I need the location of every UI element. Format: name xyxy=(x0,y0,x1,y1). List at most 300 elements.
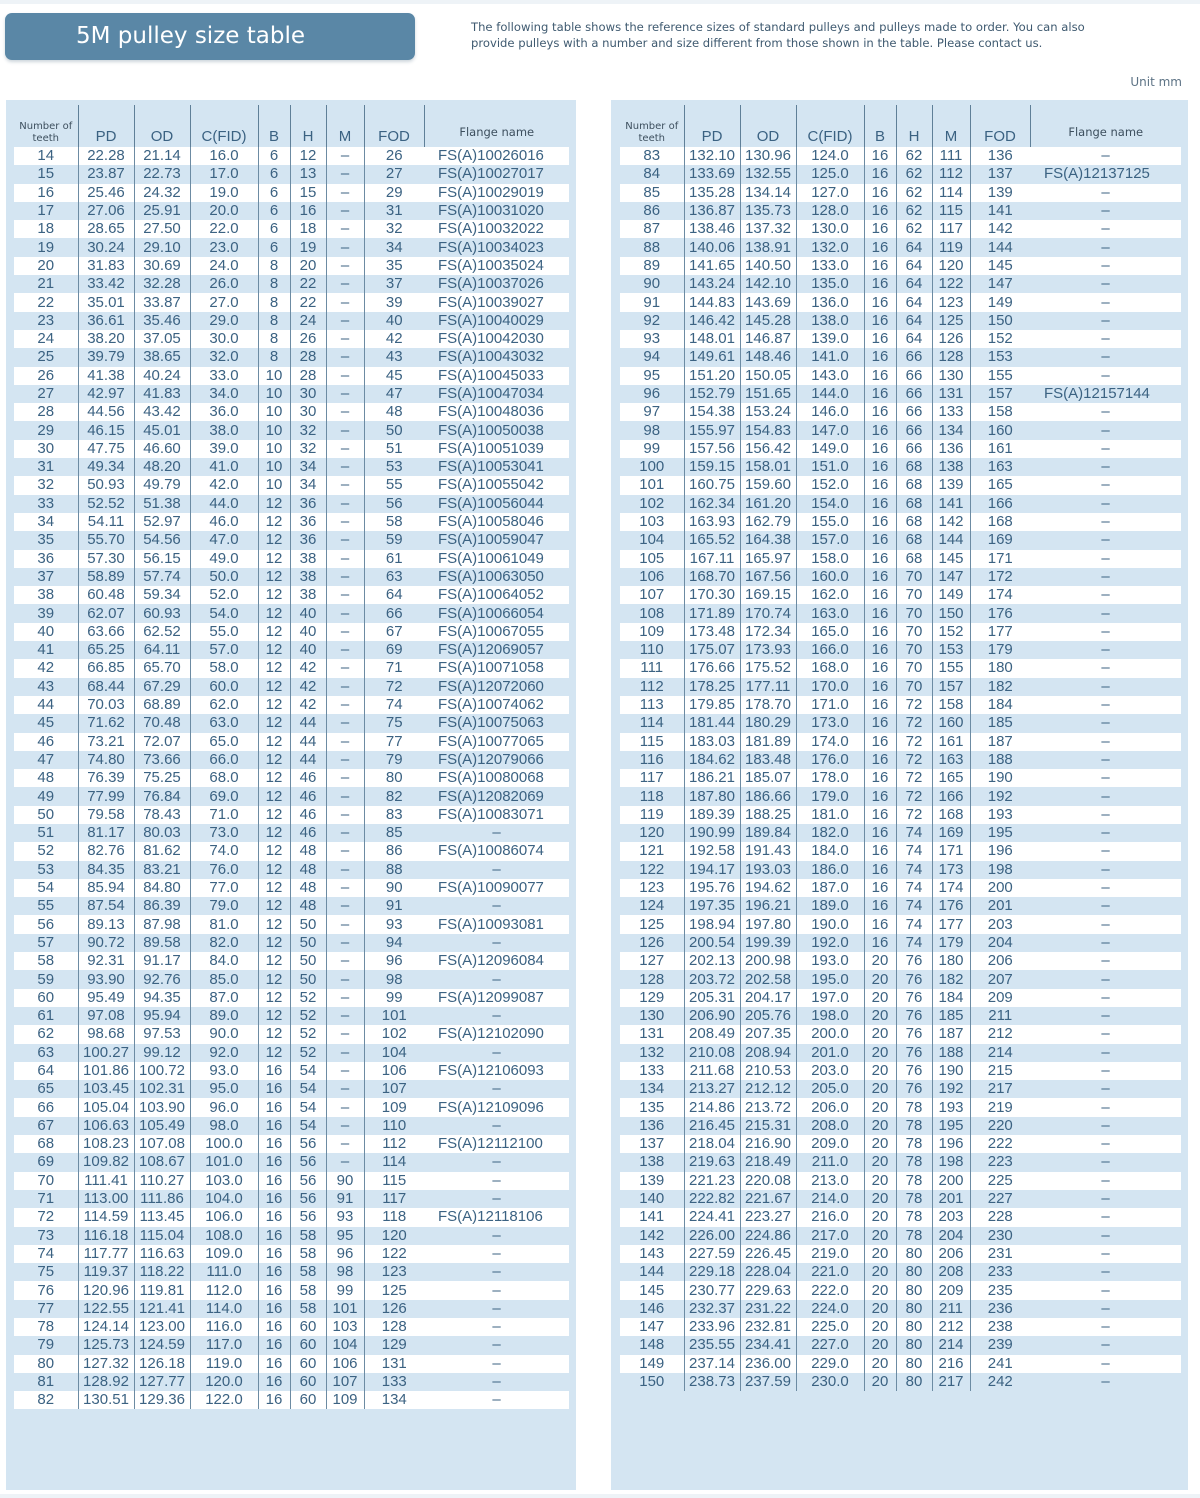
teeth-cell: 105 xyxy=(620,550,684,568)
teeth-cell: 119 xyxy=(620,806,684,824)
pd-cell: 200.54 xyxy=(684,934,740,952)
fod-cell: 169 xyxy=(970,531,1030,549)
table-panel-left xyxy=(6,100,576,1490)
m-cell: 122 xyxy=(932,275,970,293)
pd-cell: 55.70 xyxy=(78,531,134,549)
header-h: H xyxy=(290,105,326,147)
teeth-cell: 80 xyxy=(14,1355,78,1373)
od-cell: 193.03 xyxy=(740,861,796,879)
od-cell: 119.81 xyxy=(134,1281,190,1299)
table-row xyxy=(14,751,569,769)
table-row xyxy=(620,1227,1181,1245)
flange-name-cell: FS(A)12099087 xyxy=(424,989,569,1007)
cfid-cell: 146.0 xyxy=(796,403,864,421)
m-cell: 138 xyxy=(932,458,970,476)
cfid-cell: 85.0 xyxy=(190,970,258,988)
od-cell: 30.69 xyxy=(134,257,190,275)
b-cell: 20 xyxy=(864,1245,896,1263)
cfid-cell: 158.0 xyxy=(796,550,864,568)
pd-cell: 148.01 xyxy=(684,330,740,348)
cfid-cell: 101.0 xyxy=(190,1153,258,1171)
pd-cell: 124.14 xyxy=(78,1318,134,1336)
teeth-cell: 18 xyxy=(14,220,78,238)
flange-name-cell: FS(A)12118106 xyxy=(424,1208,569,1226)
h-cell: 30 xyxy=(290,385,326,403)
table-row xyxy=(14,1190,569,1208)
flange-name-cell: – xyxy=(1030,275,1181,293)
pd-cell: 62.07 xyxy=(78,604,134,622)
h-cell: 70 xyxy=(896,604,932,622)
cfid-cell: 116.0 xyxy=(190,1318,258,1336)
b-cell: 16 xyxy=(864,165,896,183)
fod-cell: 115 xyxy=(364,1172,424,1190)
b-cell: 12 xyxy=(258,915,290,933)
m-cell: – xyxy=(326,385,364,403)
h-cell: 40 xyxy=(290,623,326,641)
cfid-cell: 49.0 xyxy=(190,550,258,568)
od-cell: 38.65 xyxy=(134,348,190,366)
fod-cell: 93 xyxy=(364,915,424,933)
b-cell: 16 xyxy=(864,659,896,677)
teeth-cell: 108 xyxy=(620,604,684,622)
flange-name-cell: FS(A)10071058 xyxy=(424,659,569,677)
h-cell: 36 xyxy=(290,495,326,513)
teeth-cell: 127 xyxy=(620,952,684,970)
teeth-cell: 24 xyxy=(14,330,78,348)
table-row xyxy=(620,275,1181,293)
table-row xyxy=(620,220,1181,238)
h-cell: 56 xyxy=(290,1208,326,1226)
m-cell: – xyxy=(326,568,364,586)
b-cell: 20 xyxy=(864,1263,896,1281)
fod-cell: 47 xyxy=(364,385,424,403)
table-row xyxy=(14,1245,569,1263)
table-row xyxy=(14,495,569,513)
b-cell: 10 xyxy=(258,476,290,494)
table-row xyxy=(620,970,1181,988)
teeth-cell: 83 xyxy=(620,147,684,165)
b-cell: 16 xyxy=(864,495,896,513)
m-cell: 204 xyxy=(932,1227,970,1245)
od-cell: 65.70 xyxy=(134,659,190,677)
teeth-cell: 125 xyxy=(620,915,684,933)
b-cell: 8 xyxy=(258,275,290,293)
table-row xyxy=(620,696,1181,714)
fod-cell: 35 xyxy=(364,257,424,275)
table-row xyxy=(620,1153,1181,1171)
pd-cell: 27.06 xyxy=(78,202,134,220)
flange-name-cell: FS(A)12096084 xyxy=(424,952,569,970)
cfid-cell: 77.0 xyxy=(190,879,258,897)
h-cell: 36 xyxy=(290,513,326,531)
h-cell: 12 xyxy=(290,147,326,165)
fod-cell: 45 xyxy=(364,367,424,385)
table-row xyxy=(14,897,569,915)
m-cell: 173 xyxy=(932,861,970,879)
od-cell: 202.58 xyxy=(740,970,796,988)
pd-cell: 202.13 xyxy=(684,952,740,970)
fod-cell: 86 xyxy=(364,842,424,860)
b-cell: 20 xyxy=(864,1373,896,1391)
flange-name-cell: – xyxy=(1030,897,1181,915)
h-cell: 58 xyxy=(290,1245,326,1263)
cfid-cell: 201.0 xyxy=(796,1044,864,1062)
b-cell: 16 xyxy=(258,1300,290,1318)
b-cell: 12 xyxy=(258,861,290,879)
h-cell: 68 xyxy=(896,531,932,549)
m-cell: – xyxy=(326,1007,364,1025)
teeth-cell: 48 xyxy=(14,769,78,787)
pd-cell: 194.17 xyxy=(684,861,740,879)
b-cell: 12 xyxy=(258,989,290,1007)
table-row xyxy=(620,531,1181,549)
fod-cell: 203 xyxy=(970,915,1030,933)
m-cell: 212 xyxy=(932,1318,970,1336)
od-cell: 177.11 xyxy=(740,678,796,696)
cfid-cell: 222.0 xyxy=(796,1281,864,1299)
cfid-cell: 47.0 xyxy=(190,531,258,549)
b-cell: 12 xyxy=(258,842,290,860)
h-cell: 34 xyxy=(290,458,326,476)
m-cell: 90 xyxy=(326,1172,364,1190)
flange-name-cell: – xyxy=(1030,513,1181,531)
teeth-cell: 122 xyxy=(620,861,684,879)
h-cell: 19 xyxy=(290,238,326,256)
cfid-cell: 120.0 xyxy=(190,1373,258,1391)
od-cell: 226.45 xyxy=(740,1245,796,1263)
fod-cell: 109 xyxy=(364,1098,424,1116)
teeth-cell: 149 xyxy=(620,1355,684,1373)
h-cell: 56 xyxy=(290,1135,326,1153)
teeth-cell: 44 xyxy=(14,696,78,714)
flange-name-cell: – xyxy=(424,861,569,879)
b-cell: 16 xyxy=(864,476,896,494)
pd-cell: 149.61 xyxy=(684,348,740,366)
cfid-cell: 69.0 xyxy=(190,787,258,805)
fod-cell: 123 xyxy=(364,1263,424,1281)
b-cell: 12 xyxy=(258,806,290,824)
flange-name-cell: FS(A)10029019 xyxy=(424,184,569,202)
flange-name-cell: FS(A)12069057 xyxy=(424,641,569,659)
pd-cell: 210.08 xyxy=(684,1044,740,1062)
b-cell: 10 xyxy=(258,403,290,421)
b-cell: 6 xyxy=(258,147,290,165)
h-cell: 64 xyxy=(896,275,932,293)
pd-cell: 195.76 xyxy=(684,879,740,897)
table-row xyxy=(620,714,1181,732)
flange-name-cell: – xyxy=(1030,1355,1181,1373)
teeth-cell: 92 xyxy=(620,312,684,330)
table-body-right xyxy=(620,147,1181,1391)
pd-cell: 179.85 xyxy=(684,696,740,714)
od-cell: 54.56 xyxy=(134,531,190,549)
b-cell: 20 xyxy=(864,1355,896,1373)
pd-cell: 208.49 xyxy=(684,1025,740,1043)
teeth-cell: 59 xyxy=(14,970,78,988)
pd-cell: 157.56 xyxy=(684,440,740,458)
pd-cell: 52.52 xyxy=(78,495,134,513)
flange-name-cell: – xyxy=(1030,1098,1181,1116)
fod-cell: 142 xyxy=(970,220,1030,238)
h-cell: 56 xyxy=(290,1190,326,1208)
m-cell: 109 xyxy=(326,1391,364,1409)
fod-cell: 187 xyxy=(970,733,1030,751)
header-b: B xyxy=(258,105,290,147)
cfid-cell: 55.0 xyxy=(190,623,258,641)
m-cell: – xyxy=(326,312,364,330)
b-cell: 16 xyxy=(864,275,896,293)
b-cell: 12 xyxy=(258,1044,290,1062)
table-row xyxy=(14,641,569,659)
fod-cell: 43 xyxy=(364,348,424,366)
flange-name-cell: – xyxy=(1030,1025,1181,1043)
od-cell: 234.41 xyxy=(740,1336,796,1354)
h-cell: 54 xyxy=(290,1117,326,1135)
od-cell: 146.87 xyxy=(740,330,796,348)
od-cell: 154.83 xyxy=(740,421,796,439)
m-cell: – xyxy=(326,696,364,714)
flange-name-cell: – xyxy=(424,1263,569,1281)
flange-name-cell: FS(A)10042030 xyxy=(424,330,569,348)
cfid-cell: 186.0 xyxy=(796,861,864,879)
fod-cell: 165 xyxy=(970,476,1030,494)
od-cell: 223.27 xyxy=(740,1208,796,1226)
b-cell: 12 xyxy=(258,714,290,732)
teeth-cell: 28 xyxy=(14,403,78,421)
od-cell: 162.79 xyxy=(740,513,796,531)
od-cell: 189.84 xyxy=(740,824,796,842)
pd-cell: 111.41 xyxy=(78,1172,134,1190)
flange-name-cell: – xyxy=(1030,1153,1181,1171)
cfid-cell: 44.0 xyxy=(190,495,258,513)
cfid-cell: 182.0 xyxy=(796,824,864,842)
fod-cell: 227 xyxy=(970,1190,1030,1208)
fod-cell: 122 xyxy=(364,1245,424,1263)
table-row xyxy=(14,568,569,586)
teeth-cell: 107 xyxy=(620,586,684,604)
h-cell: 80 xyxy=(896,1373,932,1391)
od-cell: 132.55 xyxy=(740,165,796,183)
m-cell: 152 xyxy=(932,623,970,641)
teeth-cell: 16 xyxy=(14,184,78,202)
od-cell: 24.32 xyxy=(134,184,190,202)
h-cell: 42 xyxy=(290,678,326,696)
od-cell: 165.97 xyxy=(740,550,796,568)
b-cell: 16 xyxy=(864,586,896,604)
od-cell: 228.04 xyxy=(740,1263,796,1281)
flange-name-cell: – xyxy=(424,1318,569,1336)
m-cell: – xyxy=(326,623,364,641)
pd-cell: 154.38 xyxy=(684,403,740,421)
od-cell: 99.12 xyxy=(134,1044,190,1062)
teeth-cell: 103 xyxy=(620,513,684,531)
m-cell: 106 xyxy=(326,1355,364,1373)
fod-cell: 230 xyxy=(970,1227,1030,1245)
pd-cell: 219.63 xyxy=(684,1153,740,1171)
table-row xyxy=(14,1281,569,1299)
pd-cell: 41.38 xyxy=(78,367,134,385)
pd-cell: 57.30 xyxy=(78,550,134,568)
pd-cell: 192.58 xyxy=(684,842,740,860)
table-row xyxy=(620,934,1181,952)
h-cell: 40 xyxy=(290,604,326,622)
fod-cell: 144 xyxy=(970,238,1030,256)
b-cell: 16 xyxy=(864,238,896,256)
m-cell: – xyxy=(326,367,364,385)
h-cell: 54 xyxy=(290,1098,326,1116)
od-cell: 167.56 xyxy=(740,568,796,586)
od-cell: 52.97 xyxy=(134,513,190,531)
od-cell: 57.74 xyxy=(134,568,190,586)
od-cell: 105.49 xyxy=(134,1117,190,1135)
m-cell: – xyxy=(326,1025,364,1043)
fod-cell: 66 xyxy=(364,604,424,622)
b-cell: 20 xyxy=(864,1117,896,1135)
od-cell: 86.39 xyxy=(134,897,190,915)
cfid-cell: 71.0 xyxy=(190,806,258,824)
b-cell: 16 xyxy=(864,733,896,751)
pd-cell: 238.73 xyxy=(684,1373,740,1391)
h-cell: 70 xyxy=(896,659,932,677)
flange-name-cell: – xyxy=(1030,842,1181,860)
m-cell: 192 xyxy=(932,1080,970,1098)
pd-cell: 73.21 xyxy=(78,733,134,751)
b-cell: 16 xyxy=(864,861,896,879)
od-cell: 91.17 xyxy=(134,952,190,970)
table-row xyxy=(620,1080,1181,1098)
flange-name-cell: – xyxy=(1030,1208,1181,1226)
header-m: M xyxy=(932,105,970,147)
b-cell: 12 xyxy=(258,934,290,952)
b-cell: 16 xyxy=(864,751,896,769)
flange-name-cell: – xyxy=(424,1281,569,1299)
table-row xyxy=(620,879,1181,897)
flange-name-cell: FS(A)10039027 xyxy=(424,293,569,311)
teeth-cell: 49 xyxy=(14,787,78,805)
cfid-cell: 89.0 xyxy=(190,1007,258,1025)
h-cell: 50 xyxy=(290,934,326,952)
table-row xyxy=(620,1373,1181,1391)
pd-cell: 211.68 xyxy=(684,1062,740,1080)
m-cell: – xyxy=(326,550,364,568)
b-cell: 10 xyxy=(258,458,290,476)
cfid-cell: 20.0 xyxy=(190,202,258,220)
teeth-cell: 111 xyxy=(620,659,684,677)
table-row xyxy=(14,842,569,860)
fod-cell: 72 xyxy=(364,678,424,696)
flange-name-cell: FS(A)10074062 xyxy=(424,696,569,714)
pd-cell: 176.66 xyxy=(684,659,740,677)
od-cell: 100.72 xyxy=(134,1062,190,1080)
fod-cell: 149 xyxy=(970,293,1030,311)
h-cell: 52 xyxy=(290,1025,326,1043)
h-cell: 62 xyxy=(896,165,932,183)
flange-name-cell: – xyxy=(1030,915,1181,933)
h-cell: 80 xyxy=(896,1318,932,1336)
od-cell: 156.42 xyxy=(740,440,796,458)
cfid-cell: 141.0 xyxy=(796,348,864,366)
m-cell: 157 xyxy=(932,678,970,696)
fod-cell: 96 xyxy=(364,952,424,970)
teeth-cell: 23 xyxy=(14,312,78,330)
teeth-cell: 70 xyxy=(14,1172,78,1190)
teeth-cell: 113 xyxy=(620,696,684,714)
h-cell: 80 xyxy=(896,1263,932,1281)
flange-name-cell: – xyxy=(1030,220,1181,238)
fod-cell: 219 xyxy=(970,1098,1030,1116)
pd-cell: 46.15 xyxy=(78,421,134,439)
cfid-cell: 206.0 xyxy=(796,1098,864,1116)
b-cell: 16 xyxy=(864,879,896,897)
cfid-cell: 173.0 xyxy=(796,714,864,732)
cfid-cell: 213.0 xyxy=(796,1172,864,1190)
fod-cell: 98 xyxy=(364,970,424,988)
pd-cell: 106.63 xyxy=(78,1117,134,1135)
od-cell: 205.76 xyxy=(740,1007,796,1025)
table-row xyxy=(14,531,569,549)
pd-cell: 213.27 xyxy=(684,1080,740,1098)
fod-cell: 74 xyxy=(364,696,424,714)
cfid-cell: 103.0 xyxy=(190,1172,258,1190)
pd-cell: 168.70 xyxy=(684,568,740,586)
flange-name-cell: – xyxy=(1030,678,1181,696)
cfid-cell: 50.0 xyxy=(190,568,258,586)
flange-name-cell: – xyxy=(1030,1227,1181,1245)
m-cell: 130 xyxy=(932,367,970,385)
b-cell: 16 xyxy=(864,934,896,952)
fod-cell: 107 xyxy=(364,1080,424,1098)
table-row xyxy=(14,1062,569,1080)
h-cell: 76 xyxy=(896,1025,932,1043)
fod-cell: 176 xyxy=(970,604,1030,622)
table-row xyxy=(14,659,569,677)
h-cell: 62 xyxy=(896,147,932,165)
pd-cell: 144.83 xyxy=(684,293,740,311)
h-cell: 70 xyxy=(896,586,932,604)
b-cell: 12 xyxy=(258,550,290,568)
b-cell: 16 xyxy=(258,1208,290,1226)
pd-cell: 60.48 xyxy=(78,586,134,604)
table-row xyxy=(620,1062,1181,1080)
pd-cell: 141.65 xyxy=(684,257,740,275)
header-teeth: Number of teeth xyxy=(19,121,73,144)
fod-cell: 42 xyxy=(364,330,424,348)
od-cell: 80.03 xyxy=(134,824,190,842)
teeth-cell: 57 xyxy=(14,934,78,952)
table-row xyxy=(14,367,569,385)
fod-cell: 39 xyxy=(364,293,424,311)
teeth-cell: 96 xyxy=(620,385,684,403)
m-cell: – xyxy=(326,641,364,659)
cfid-cell: 39.0 xyxy=(190,440,258,458)
cfid-cell: 160.0 xyxy=(796,568,864,586)
pd-cell: 42.97 xyxy=(78,385,134,403)
h-cell: 52 xyxy=(290,989,326,1007)
m-cell: 216 xyxy=(932,1355,970,1373)
teeth-cell: 37 xyxy=(14,568,78,586)
table-row xyxy=(14,165,569,183)
flange-name-cell: FS(A)12112100 xyxy=(424,1135,569,1153)
cfid-cell: 200.0 xyxy=(796,1025,864,1043)
flange-name-cell: – xyxy=(1030,641,1181,659)
b-cell: 12 xyxy=(258,659,290,677)
od-cell: 148.46 xyxy=(740,348,796,366)
fod-cell: 236 xyxy=(970,1300,1030,1318)
table-row xyxy=(14,879,569,897)
od-cell: 159.60 xyxy=(740,476,796,494)
b-cell: 12 xyxy=(258,824,290,842)
table-row xyxy=(14,1117,569,1135)
